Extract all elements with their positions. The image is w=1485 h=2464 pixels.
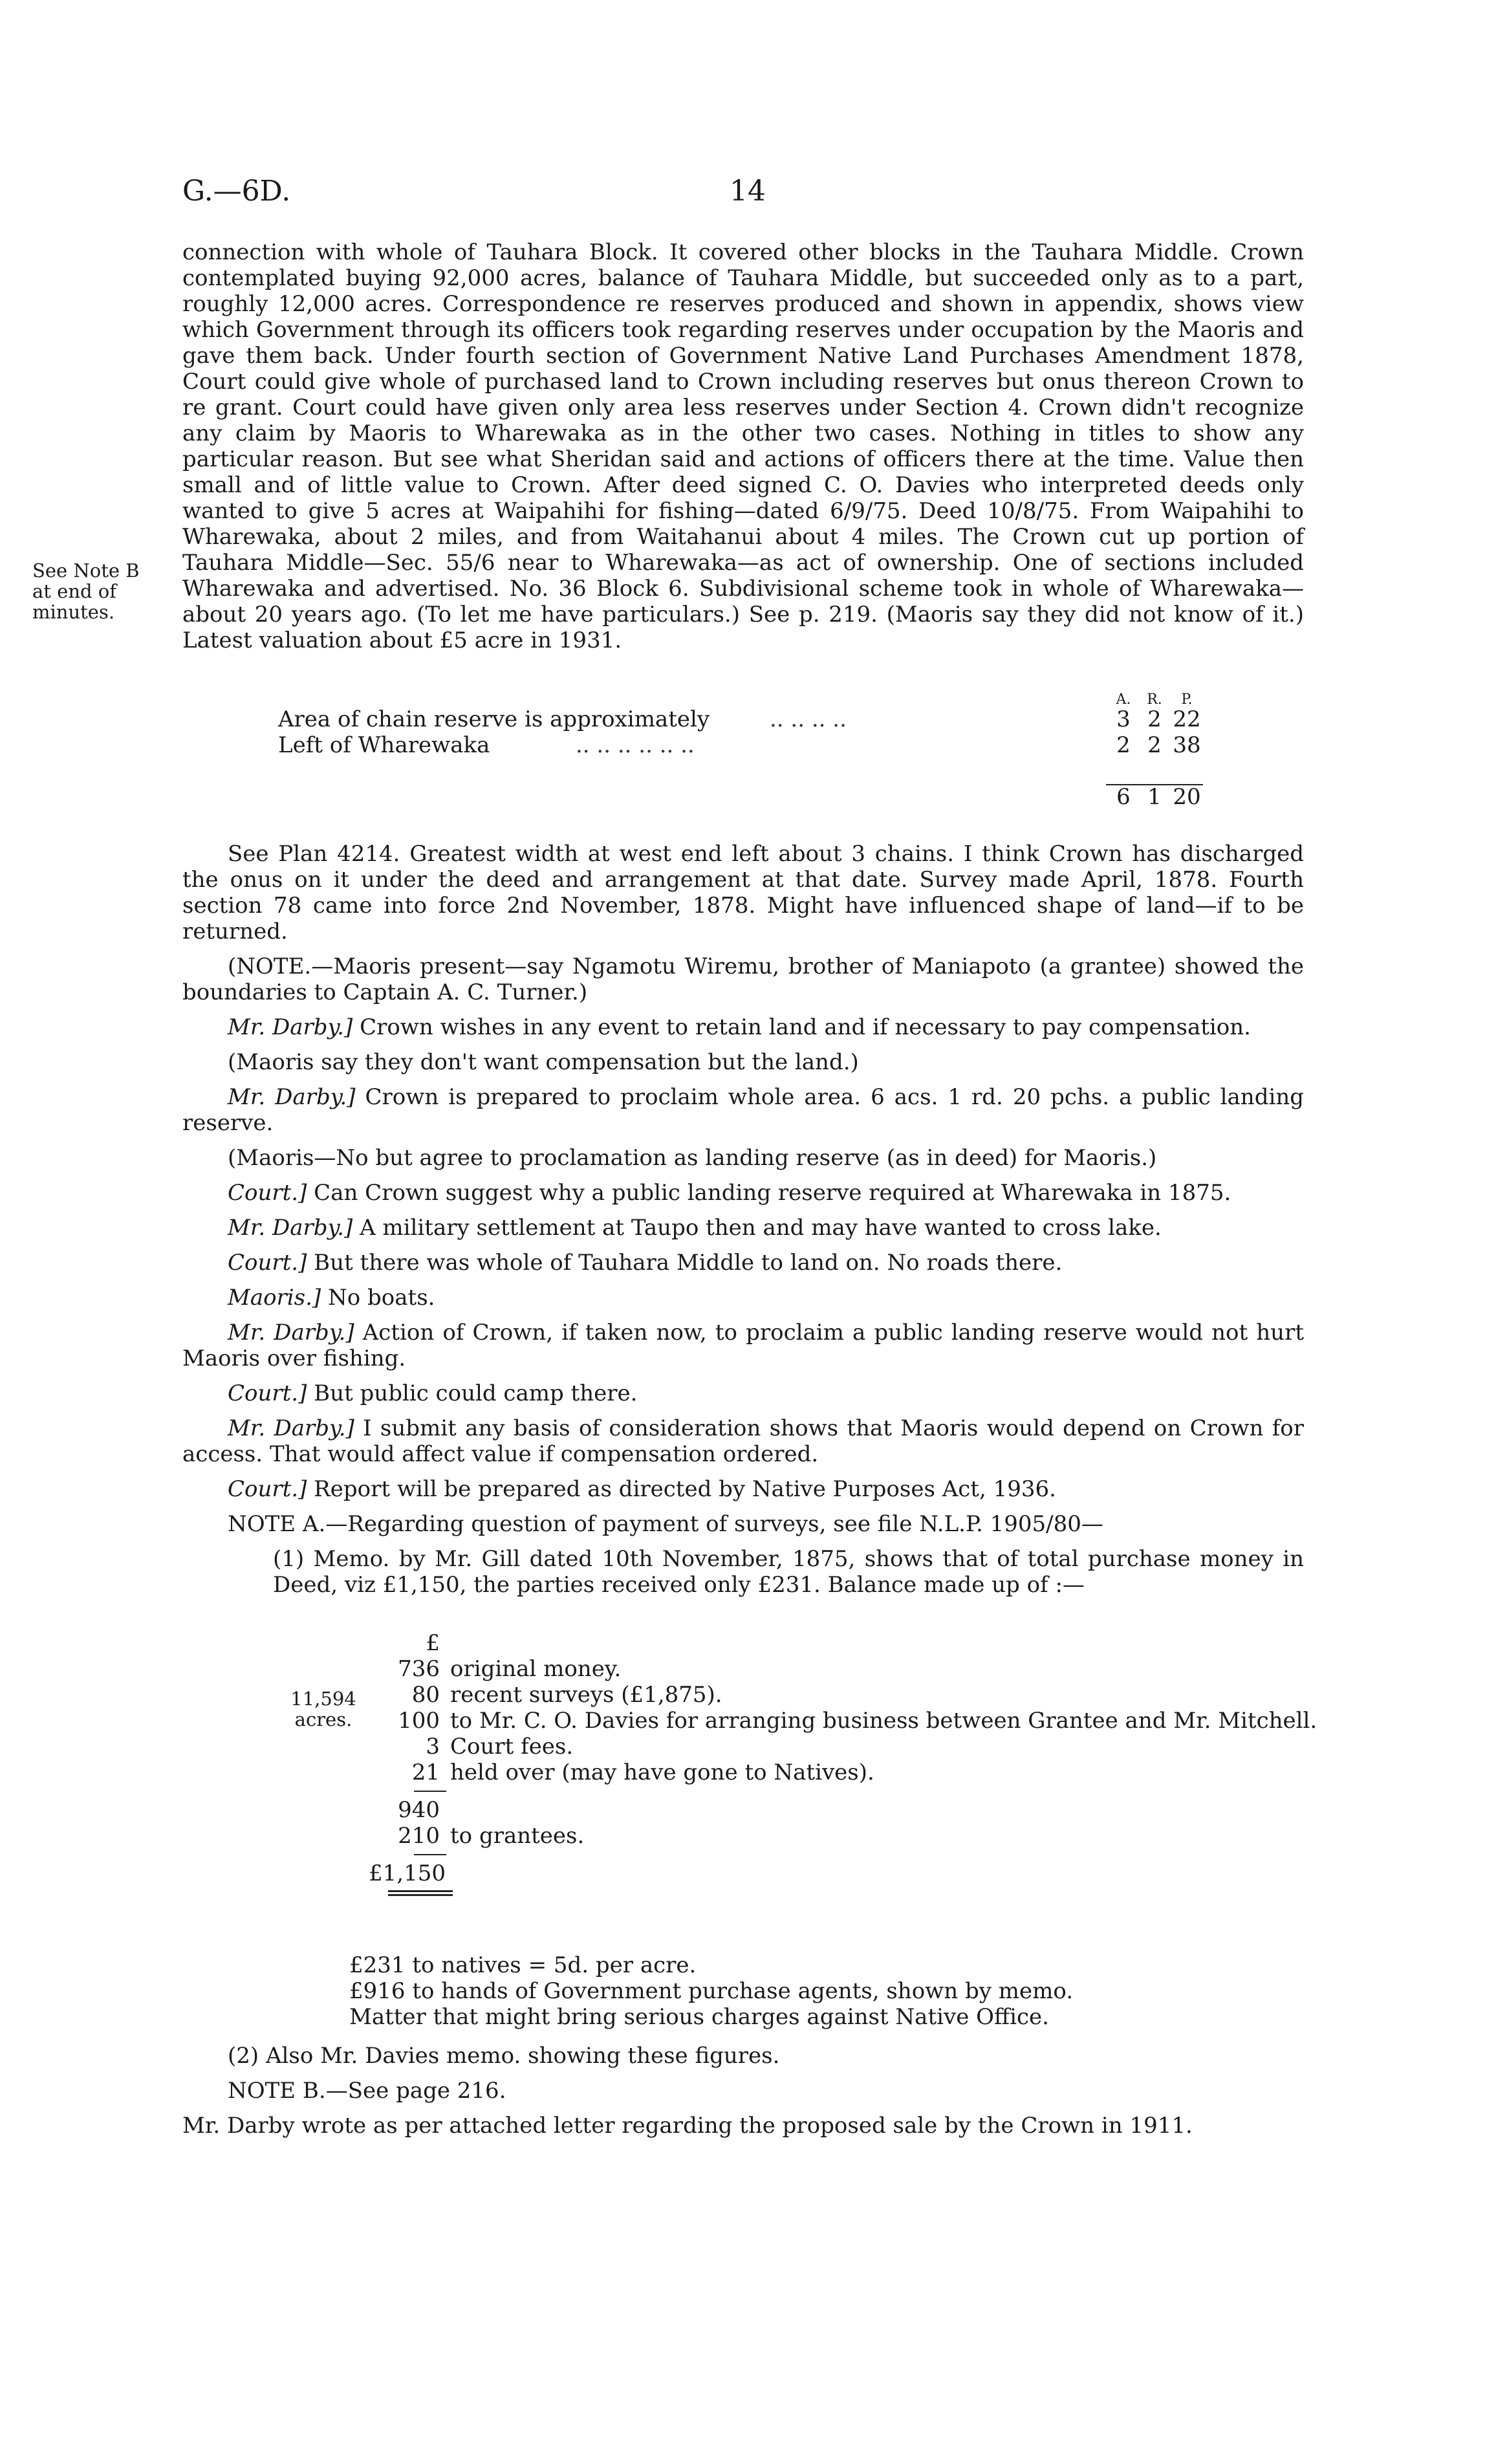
area-roods: 2 (1147, 706, 1162, 732)
col-acres: A. (1116, 692, 1131, 708)
speaker: Court.] (228, 1380, 307, 1406)
closing-line: Mr. Darby wrote as per attached letter regarding the proposed sale by the Crown in 1911. (182, 2113, 1193, 2139)
money-lines (369, 1630, 1317, 1901)
area-perches: 22 (1173, 706, 1201, 732)
speaker: Mr. Darby.] (228, 1084, 356, 1110)
money-line (369, 1823, 1317, 1849)
speaker: Court.] (228, 1476, 307, 1502)
dialogue-text: (Maoris say they don't want compensation but the land.) (228, 1049, 859, 1075)
total-rule (369, 1849, 1317, 1860)
dialogue-text: I submit any basis of consideration shows that Maoris would depend on Crown for access. That would affect value if compensation ordered. (182, 1415, 1304, 1467)
subtotal-rule (369, 1785, 1317, 1797)
money-amount: 736 (398, 1656, 440, 1682)
dialogue-text: But there was whole of Tauhara Middle to land on. No roads there. (307, 1250, 1063, 1276)
dialogue-text: (Maoris—No but agree to proclamation as landing reserve (as in deed) for Maoris.) (228, 1145, 1157, 1171)
intro-paragraph: connection with whole of Tauhara Block. It covered other blocks in the Tauhara Middle. Crown contemplated buying 92,000 acres, balance of Tauhara Middle, but succeeded only as to a part, roughly 12,000 acres. Correspondence re reserves produced and shown in appendix, shows view which Government through its officers took regarding reserves under occupation by the Maoris and gave them back. Under fourth section of Government Native Land Purchases Amendment 1878, Court could give whole of purchased land to Crown including reserves but onus thereon Crown to re grant. Court could have given only area less reserves under Section 4. Crown didn't recognize any claim by Maoris to Wharewaka as in the other two cases. Nothing in titles to show any particular reason. But see what Sheridan said and actions of officers there at the time. Value then small and of little value to Crown. After deed signed C. O. Davies who interpreted deeds only wanted to give 5 acres at Waipahihi for fishing—dated 6/9/75. Deed 10/8/75. From Waipahihi to Wharewaka, about 2 miles, and from Waitahanui about 4 miles. The Crown cut up portion of Tauhara Middle—Sec. 55/6 near to Wharewaka—as act of ownership. One of sections included Wharewaka and advertised. No. 36 Block 6. Subdivisional scheme took in whole of Wharewaka—about 20 years ago. (To let me have particulars.) See p. 219. (Maoris say they did not know of it.) Latest valuation about £5 acre in 1931. (182, 239, 1304, 653)
area-acres: 3 (1116, 706, 1131, 732)
money-line (369, 1734, 1317, 1760)
money-amount: 100 (398, 1708, 440, 1734)
speaker: Mr. Darby.] (228, 1014, 353, 1040)
note-a-item-1: (1) Memo. by Mr. Gill dated 10th November, 1875, shows that of total purchase money in Deed, viz £1,150, the parties received only £231. Balance made up of :— (273, 1546, 1304, 1598)
money-description: recent surveys (£1,875). (450, 1682, 722, 1708)
total-roods: 1 (1147, 784, 1162, 810)
speaker: Court.] (228, 1180, 307, 1206)
double-rule (369, 1886, 1317, 1901)
dialogue-line (182, 1145, 1304, 1171)
dialogue-line (182, 1380, 1304, 1406)
money-amount: 80 (411, 1682, 440, 1708)
area-row (278, 706, 1207, 732)
total-perches: 20 (1173, 784, 1201, 810)
dialogue-line (182, 1320, 1304, 1371)
dialogue-text: Report will be prepared as directed by Native Purposes Act, 1936. (307, 1476, 1056, 1502)
dialogue-text: Crown wishes in any event to retain land and if necessary to pay compensation. (352, 1014, 1251, 1040)
dialogue-text: But public could camp there. (307, 1380, 638, 1406)
dialogue-line (182, 1084, 1304, 1136)
dialogue-line (182, 1415, 1304, 1467)
margin-note: See Note B at end of minutes. (32, 560, 140, 623)
money-amount: 21 (411, 1760, 440, 1785)
money-line (369, 1760, 1317, 1785)
note-b: NOTE B.—See page 216. (228, 2078, 506, 2104)
dialogue-text: Crown is prepared to proclaim whole area. 6 acs. 1 rd. 20 pchs. a public landing reserve. (182, 1084, 1304, 1136)
money-amount: 210 (398, 1823, 440, 1849)
money-line (369, 1682, 1317, 1708)
subtotal-amount: 940 (398, 1797, 440, 1823)
closing-notes (182, 2043, 1304, 2148)
dialogue-text: Can Crown suggest why a public landing reserve required at Wharewaka in 1875. (307, 1180, 1231, 1206)
plan-paragraph: See Plan 4214. Greatest width at west end left about 3 chains. I think Crown has discharged the onus on it under the deed and arrangement at that date. Survey made April, 1878. Fourth section 78 came into force 2nd November, 1878. Might have influenced shape of land—if to be returned. (182, 841, 1304, 944)
page-number: 14 (730, 175, 766, 208)
area-row (278, 732, 1207, 758)
money-description: to Mr. C. O. Davies for arranging business between Grantee and Mr. Mitchell. (450, 1708, 1317, 1734)
area-roods: 2 (1147, 732, 1162, 758)
speaker: Maoris.] (228, 1285, 321, 1311)
dialogue-line (182, 1476, 1304, 1502)
total-line (369, 1860, 1317, 1886)
acreage-side-note: 11,594 acres. (290, 1688, 356, 1730)
subtotal-line (369, 1797, 1317, 1823)
proceedings (182, 841, 1304, 1607)
dialogue-line (182, 1049, 1304, 1075)
dialogue-line (182, 1215, 1304, 1241)
area-acres: 2 (1116, 732, 1131, 758)
speaker: Mr. Darby.] (228, 1415, 354, 1441)
money-amount: 3 (426, 1734, 440, 1760)
area-table-header (278, 687, 1207, 706)
money-line (369, 1656, 1317, 1682)
dialogue-line (182, 1014, 1304, 1040)
money-description: to grantees. (450, 1823, 585, 1849)
leader-dots: .. .. .. .. .. .. (576, 732, 695, 758)
currency-header (369, 1630, 1317, 1656)
dialogue-text: A military settlement at Taupo then and may have wanted to cross lake. (352, 1215, 1162, 1241)
col-roods: R. (1147, 692, 1162, 708)
area-total-row (278, 784, 1207, 810)
remark-line: £231 to natives = 5d. per acre. (349, 1952, 697, 1978)
area-row-label: Left of Wharewaka (278, 732, 490, 758)
speaker: Mr. Darby.] (228, 1215, 353, 1241)
dialogue-line (182, 1250, 1304, 1276)
dialogue-text: Action of Crown, if taken now, to proclaim a public landing reserve would not hurt Maoris over fishing. (182, 1320, 1304, 1371)
remark-line: Matter that might bring serious charges against Native Office. (349, 2004, 1049, 2030)
total-acres: 6 (1116, 784, 1131, 810)
col-perches: P. (1181, 692, 1193, 708)
total-amount: £1,150 (369, 1860, 446, 1886)
remark-line: £916 to hands of Government purchase agents, shown by memo. (349, 1978, 1074, 2004)
leader-dots: .. .. .. .. (770, 706, 847, 732)
dialogue-line (182, 1285, 1304, 1311)
area-perches: 38 (1173, 732, 1201, 758)
speaker: Mr. Darby.] (228, 1320, 354, 1346)
main-text (182, 239, 1304, 660)
document-reference: G.—6D. (182, 175, 291, 208)
note-paragraph: (NOTE.—Maoris present—say Ngamotu Wiremu, brother of Maniapoto (a grantee) showed the boundaries to Captain A. C. Turner.) (182, 954, 1304, 1005)
money-line (369, 1708, 1317, 1734)
note-a-item-2: (2) Also Mr. Davies memo. showing these figures. (228, 2043, 780, 2069)
dialogue-text: No boats. (321, 1285, 435, 1311)
dialogue-line (182, 1180, 1304, 1206)
speaker: Court.] (228, 1250, 307, 1276)
area-table (278, 687, 1207, 810)
money-description: original money. (450, 1656, 622, 1682)
money-description: Court fees. (450, 1734, 574, 1760)
area-row-label: Area of chain reserve is approximately (278, 706, 710, 732)
money-description: held over (may have gone to Natives). (450, 1760, 874, 1785)
note-a-heading: NOTE A.—Regarding question of payment of surveys, see file N.L.P. 1905/80— (228, 1511, 1103, 1537)
currency-symbol: £ (426, 1630, 440, 1656)
money-remarks (349, 1952, 1073, 2030)
